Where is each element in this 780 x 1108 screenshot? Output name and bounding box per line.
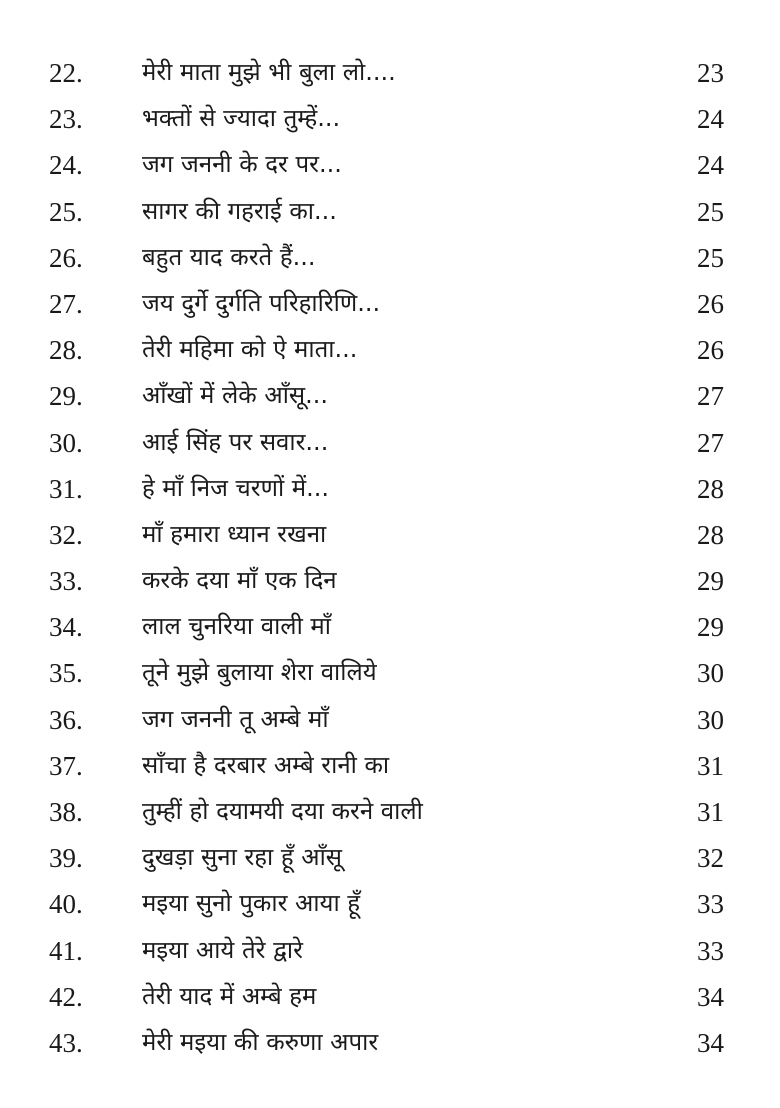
entry-page: 30: [697, 658, 724, 689]
toc-entry: [0, 606, 780, 652]
toc-entry: [0, 1022, 780, 1068]
toc-entry: [0, 422, 780, 468]
entry-title: करके दया माँ एक दिन: [142, 566, 337, 595]
entry-number: 23.: [49, 104, 83, 135]
toc-entry: [0, 52, 780, 98]
toc-entry: [0, 283, 780, 329]
entry-title: तेरी महिमा को ऐ माता...: [142, 335, 358, 364]
entry-title: साँचा है दरबार अम्बे रानी का: [142, 750, 390, 779]
entry-page: 28: [697, 473, 724, 504]
entry-title: तेरी याद में अम्बे हम: [142, 981, 317, 1010]
entry-page: 33: [697, 889, 724, 920]
entry-title: आई सिंह पर सवार...: [142, 427, 329, 456]
toc-entry: [0, 791, 780, 837]
entry-page: 33: [697, 935, 724, 966]
entry-number: 28.: [49, 335, 83, 366]
entry-title: सागर की गहराई का...: [142, 196, 337, 225]
toc-entry: [0, 745, 780, 791]
entry-title: लाल चुनरिया वाली माँ: [142, 612, 331, 641]
entry-page: 26: [697, 288, 724, 319]
entry-number: 37.: [49, 750, 83, 781]
entry-page: 30: [697, 704, 724, 735]
entry-number: 43.: [49, 1027, 83, 1058]
entry-title: हे माँ निज चरणों में...: [142, 473, 330, 502]
toc-entry: [0, 514, 780, 560]
entry-number: 29.: [49, 381, 83, 412]
toc-entry: [0, 930, 780, 976]
entry-number: 30.: [49, 427, 83, 458]
entry-number: 31.: [49, 473, 83, 504]
toc-entry: [0, 652, 780, 698]
entry-page: 34: [697, 981, 724, 1012]
entry-page: 34: [697, 1027, 724, 1058]
entry-title: माँ हमारा ध्यान रखना: [142, 519, 327, 548]
entry-title: दुखड़ा सुना रहा हूँ आँसू: [142, 843, 342, 872]
entry-page: 27: [697, 381, 724, 412]
entry-title: जग जननी के दर पर...: [142, 150, 342, 179]
entry-title: तूने मुझे बुलाया शेरा वालिये: [142, 658, 377, 687]
entry-number: 35.: [49, 658, 83, 689]
table-of-contents: [0, 52, 780, 1068]
entry-title: मइया सुनो पुकार आया हूँ: [142, 889, 361, 918]
entry-number: 39.: [49, 843, 83, 874]
entry-page: 29: [697, 612, 724, 643]
entry-page: 24: [697, 150, 724, 181]
entry-title: भक्तों से ज्यादा तुम्हें...: [142, 104, 341, 133]
entry-number: 38.: [49, 797, 83, 827]
entry-number: 36.: [49, 704, 83, 735]
toc-entry: [0, 375, 780, 421]
toc-entry: [0, 468, 780, 514]
entry-page: 24: [697, 104, 724, 135]
entry-number: 32.: [49, 519, 83, 550]
entry-title: मइया आये तेरे द्वारे: [142, 935, 303, 964]
entry-page: 26: [697, 335, 724, 366]
toc-entry: [0, 837, 780, 883]
toc-entry: [0, 237, 780, 283]
entry-number: 26.: [49, 242, 83, 273]
entry-page: 31: [697, 750, 724, 781]
entry-page: 27: [697, 427, 724, 458]
entry-number: 27.: [49, 288, 83, 319]
entry-number: 41.: [49, 935, 83, 966]
toc-entry: [0, 98, 780, 144]
toc-entry: [0, 144, 780, 190]
entry-number: 24.: [49, 150, 83, 181]
entry-page: 28: [697, 519, 724, 550]
entry-title: आँखों में लेके आँसू...: [142, 381, 328, 410]
entry-title: जय दुर्गे दुर्गति परिहारिणि...: [142, 288, 381, 317]
entry-title: तुम्हीं हो दयामयी दया करने वाली: [142, 797, 423, 825]
toc-entry: [0, 560, 780, 606]
toc-entry: [0, 883, 780, 929]
entry-page: 25: [697, 242, 724, 273]
entry-title: मेरी मइया की करुणा अपार: [142, 1027, 379, 1056]
entry-page: 29: [697, 566, 724, 597]
entry-page: 25: [697, 196, 724, 227]
toc-entry: [0, 699, 780, 745]
entry-number: 34.: [49, 612, 83, 643]
entry-page: 31: [697, 797, 724, 827]
entry-number: 40.: [49, 889, 83, 920]
entry-page: 32: [697, 843, 724, 874]
entry-page: 23: [697, 58, 724, 88]
entry-number: 22.: [49, 58, 83, 88]
entry-number: 33.: [49, 566, 83, 597]
entry-number: 25.: [49, 196, 83, 227]
entry-title: मेरी माता मुझे भी बुला लो....: [142, 58, 396, 86]
toc-entry: [0, 329, 780, 375]
entry-title: जग जननी तू अम्बे माँ: [142, 704, 329, 733]
toc-entry: [0, 976, 780, 1022]
toc-entry: [0, 191, 780, 237]
entry-title: बहुत याद करते हैं...: [142, 242, 316, 271]
entry-number: 42.: [49, 981, 83, 1012]
